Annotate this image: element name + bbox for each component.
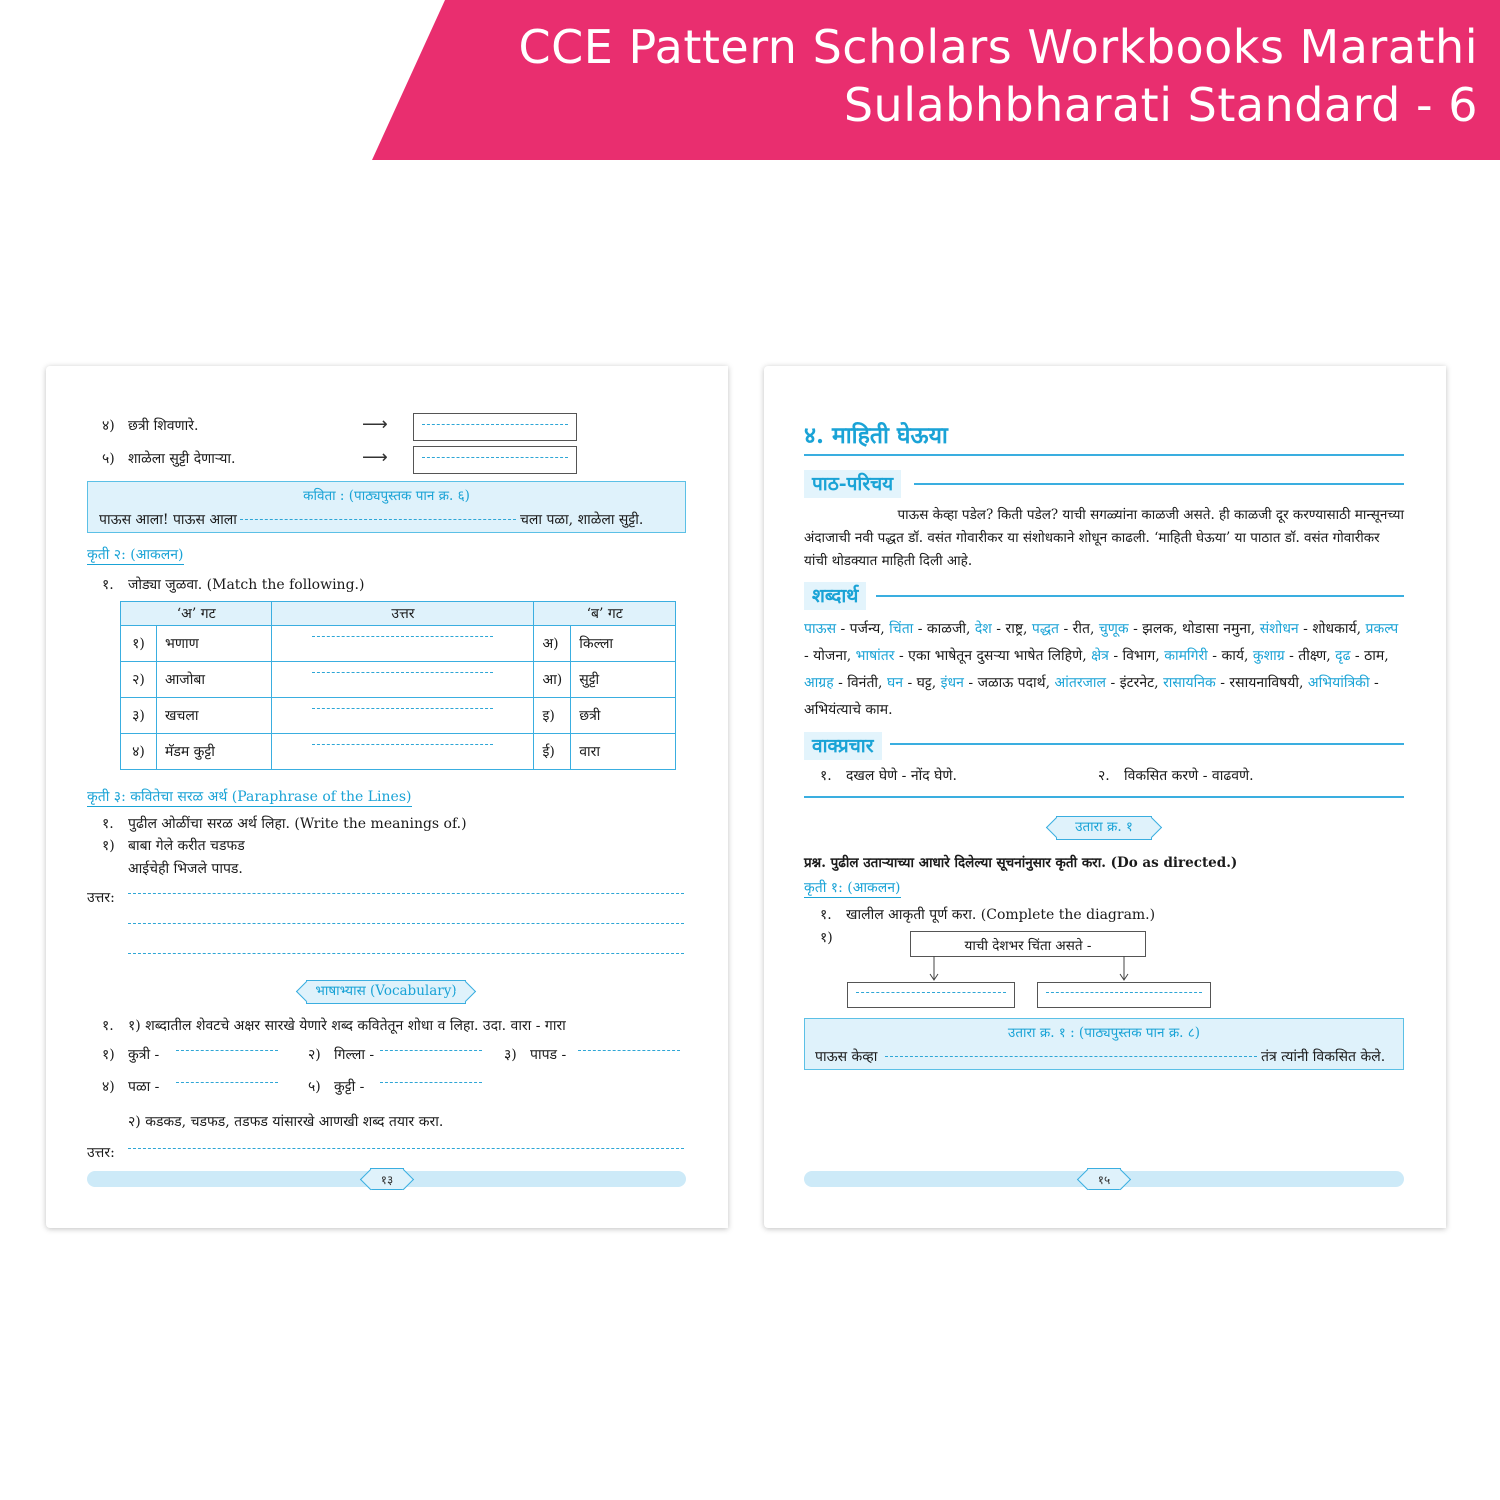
vocab-meaning: - अभियंत्याचे काम.: [804, 675, 1379, 718]
answer-cell[interactable]: [272, 626, 534, 662]
vocab-meaning: - ठाम,: [1350, 648, 1389, 664]
word-3-number: ३): [504, 1047, 517, 1063]
vocab-meaning: - झलक, थोडासा नमुना,: [1128, 621, 1260, 637]
idiom-1-number: १.: [820, 768, 832, 784]
table-row: [121, 734, 676, 770]
kruti-3-heading-english: (Paraphrase of the Lines): [231, 789, 412, 805]
title-underline: [804, 454, 1404, 456]
table-row: [121, 626, 676, 662]
item-5-text: शाळेला सुट्टी देणाऱ्या.: [128, 451, 236, 467]
vocab-meaning: - विनंती,: [833, 675, 887, 691]
vocab-word: संशोधन: [1259, 621, 1299, 637]
group-b-letter: आ): [534, 662, 571, 698]
answer-line[interactable]: [128, 923, 684, 924]
word-5: कुट्टी -: [334, 1079, 365, 1095]
vocabulary-badge: भाषाभ्यास (Vocabulary): [306, 980, 466, 1004]
vocab-meaning: - राष्ट्र,: [991, 621, 1032, 637]
poem-box-title: कविता : (पाठ्यपुस्तक पान क्र. ६): [303, 488, 470, 504]
banner-title-line2: Sulabhbharati Standard - 6: [843, 78, 1478, 132]
match-table: [120, 601, 676, 770]
answer-label: उत्तर:: [87, 890, 115, 906]
word-2-number: २): [308, 1047, 321, 1063]
vocab-word: घन: [886, 675, 904, 691]
utara-box-end: तंत्र त्यांनी विकसित केले.: [1261, 1049, 1386, 1065]
right-page: [764, 366, 1446, 1228]
banner-title-line1: CCE Pattern Scholars Workbooks Marathi: [518, 20, 1478, 74]
kruti-3-line-number: १): [102, 838, 115, 854]
arrow-icon: ⟶: [362, 414, 388, 435]
answer-label: उत्तर:: [87, 1145, 115, 1161]
word-blank[interactable]: [176, 1050, 278, 1051]
idiom-2: विकसित करणे - वाढवणे.: [1124, 768, 1254, 784]
row-number: ४): [121, 734, 157, 770]
answer-line[interactable]: [128, 953, 684, 954]
vocab-meaning: - जळाऊ पदार्थ,: [963, 675, 1055, 691]
kruti-2-q-number: १.: [102, 577, 114, 593]
group-b-word: सुट्टी: [571, 662, 676, 698]
poem-box: [87, 481, 686, 533]
answer-box-4[interactable]: [413, 413, 577, 441]
intro-line-3: यांची थोडक्यात माहिती दिली आहे.: [804, 553, 973, 569]
idiom-2-number: २.: [1098, 768, 1110, 784]
answer-cell[interactable]: [272, 734, 534, 770]
word-1-number: १): [102, 1047, 115, 1063]
row-number: १): [121, 626, 157, 662]
vocab-q-number: १.: [102, 1018, 114, 1034]
group-b-letter: अ): [534, 626, 571, 662]
intro-line-2: अंदाजाची नवी पद्धत डॉ. वसंत गोवारीकर या संशोधकाने शोधून काढली. ‘माहिती घेऊया’ या पाठात डॉ. वसंत गोवारीकर: [804, 530, 1380, 546]
vocab-meaning: - पर्जन्य,: [836, 621, 890, 637]
word-blank[interactable]: [380, 1050, 482, 1051]
vocab-meaning: - घट्ट,: [903, 675, 941, 691]
vocab-meaning: - तीक्ष्ण,: [1284, 648, 1336, 664]
poem-blank[interactable]: [240, 519, 516, 520]
prashna-text: प्रश्न. पुढील उताऱ्याच्या आधारे दिलेल्या सूचनांनुसार कृती करा. (Do as directed.): [804, 855, 1238, 871]
group-b-letter: ई): [534, 734, 571, 770]
vocab-word: पाऊस: [804, 621, 837, 637]
vocab-word: भाषांतर: [855, 648, 895, 664]
kruti-3-heading: [87, 787, 412, 807]
vocab-meaning: - इंटरनेट,: [1106, 675, 1164, 691]
vocab-word: रासायनिक: [1163, 675, 1216, 691]
answer-cell[interactable]: [272, 698, 534, 734]
kruti-1-question: खालील आकृती पूर्ण करा. (Complete the diagram.): [846, 907, 1156, 923]
word-meaning-list: [804, 616, 1404, 724]
chapter-title: ४. माहिती घेऊया: [804, 422, 948, 449]
word-blank[interactable]: [380, 1082, 482, 1083]
group-a-word: खचला: [157, 698, 272, 734]
kruti-2-question: जोड्या जुळवा. (Match the following.): [128, 577, 365, 593]
section-rule: [876, 595, 1404, 597]
table-row: [121, 662, 676, 698]
word-blank[interactable]: [578, 1050, 680, 1051]
vocab-word: क्षेत्र: [1091, 648, 1109, 664]
answer-line[interactable]: [128, 893, 684, 894]
word-5-number: ५): [308, 1079, 321, 1095]
poem-start: पाऊस आला! पाऊस आला: [99, 512, 237, 528]
word-4: पळा -: [128, 1079, 160, 1095]
group-b-word: वारा: [571, 734, 676, 770]
item-5-number: ५): [102, 451, 115, 467]
word-2: गिल्ला -: [334, 1047, 375, 1063]
vocab-meaning: - एका भाषेतून दुसऱ्या भाषेत लिहिणे,: [894, 648, 1092, 664]
section-rule: [804, 796, 1404, 798]
vocab-word: आग्रह: [804, 675, 834, 691]
group-b-letter: इ): [534, 698, 571, 734]
vocab-question-2: २) कडकड, चडफड, तडफड यांसारखे आणखी शब्द तयार करा.: [128, 1114, 444, 1130]
vocab-meaning: - शोधकार्य,: [1298, 621, 1366, 637]
utara-box-start: पाऊस केव्हा: [815, 1049, 878, 1065]
vocab-word: कुशाग्र: [1252, 648, 1285, 664]
section-rule: [914, 483, 1404, 485]
vocab-word: पद्धत: [1031, 621, 1060, 637]
intro-line-1: पाऊस केव्हा पडेल? किती पडेल? याची सगळ्यांना काळजी असते. ही काळजी दूर करण्यासाठी मान्सूनच्या: [897, 507, 1404, 523]
intro-heading: पाठ-परिचय: [804, 470, 901, 498]
kruti-3-heading-text: कृती ३: कवितेचा सरळ अर्थ: [87, 789, 228, 805]
utara-box: [804, 1018, 1404, 1070]
diagram-answer-box-1[interactable]: [847, 982, 1015, 1008]
kruti-3-question: पुढील ओळींचा सरळ अर्थ लिहा. (Write the meanings of.): [128, 816, 467, 832]
kruti-1-q-number: १.: [820, 907, 832, 923]
diagram-answer-box-2[interactable]: [1037, 982, 1211, 1008]
shabdarth-heading: शब्दार्थ: [804, 582, 866, 610]
vocab-meaning: - योजना,: [804, 648, 856, 664]
vocab-meaning: - काळजी,: [913, 621, 975, 637]
vocab-word: आंतरजाल: [1054, 675, 1107, 691]
word-3: पापड -: [530, 1047, 567, 1063]
word-blank[interactable]: [176, 1082, 278, 1083]
group-a-word: भणाण: [157, 626, 272, 662]
poem-line-1: बाबा गेले करीत चडफड: [128, 838, 245, 854]
answer-cell[interactable]: [272, 662, 534, 698]
group-a-word: मॅडम कुट्टी: [157, 734, 272, 770]
word-1: कुत्री -: [128, 1047, 160, 1063]
page-number: १५: [1087, 1168, 1121, 1190]
poem-line-2: आईचेही भिजले पापड.: [128, 861, 243, 877]
column-header-answer: उत्तर: [272, 602, 534, 626]
vocab-meaning: - कार्य,: [1207, 648, 1253, 664]
kruti-3-q-number: १.: [102, 816, 114, 832]
kruti-1-sub-number: १): [820, 930, 833, 946]
word-4-number: ४): [102, 1079, 115, 1095]
table-header-row: [121, 602, 676, 626]
column-header-a: ‘अ’ गट: [121, 602, 272, 626]
kruti-1-heading: कृती १: (आकलन): [804, 880, 901, 896]
group-a-word: आजोबा: [157, 662, 272, 698]
title-banner: [0, 0, 1500, 160]
idiom-1: दखल घेणे - नोंद घेणे.: [846, 768, 957, 784]
group-b-word: किल्ला: [571, 626, 676, 662]
answer-line[interactable]: [128, 1148, 684, 1149]
arrow-icon: ⟶: [362, 447, 388, 468]
vocab-word: अभियांत्रिकी: [1307, 675, 1370, 691]
column-header-b: ‘ब’ गट: [534, 602, 676, 626]
vocab-word: दृढ: [1335, 648, 1351, 664]
vocab-word: इंधन: [940, 675, 964, 691]
section-rule: [890, 743, 1404, 745]
row-number: २): [121, 662, 157, 698]
banner-title: [519, 18, 1478, 134]
page-number: १३: [370, 1168, 404, 1190]
diagram-top-box: [910, 931, 1146, 957]
answer-box-5[interactable]: [413, 446, 577, 474]
vocab-meaning: - रीत,: [1059, 621, 1099, 637]
left-page: [46, 366, 728, 1228]
vocab-word: चिंता: [889, 621, 914, 637]
vocab-question-1: १) शब्दातील शेवटचे अक्षर सारखे येणारे शब्द कवितेतून शोधा व लिहा. उदा. वारा - गारा: [128, 1018, 566, 1034]
utara-badge: उतारा क्र. १: [1056, 816, 1152, 840]
vocab-meaning: - रसायनाविषयी,: [1215, 675, 1308, 691]
diagram-top-text: याची देशभर चिंता असते -: [964, 938, 1092, 954]
vocab-word: देश: [974, 621, 992, 637]
utara-blank[interactable]: [885, 1056, 1257, 1057]
row-number: ३): [121, 698, 157, 734]
vakprachar-heading: वाक्प्रचार: [804, 732, 882, 760]
kruti-2-heading: कृती २: (आकलन): [87, 547, 184, 563]
table-row: [121, 698, 676, 734]
item-4-number: ४): [102, 418, 115, 434]
poem-end: चला पळा, शाळेला सुट्टी.: [520, 512, 644, 528]
utara-box-title: उतारा क्र. १ : (पाठ्यपुस्तक पान क्र. ८): [1007, 1025, 1201, 1041]
group-b-word: छत्री: [571, 698, 676, 734]
vocab-word: कामगिरी: [1164, 648, 1208, 664]
vocab-meaning: - विभाग,: [1108, 648, 1165, 664]
item-4-text: छत्री शिवणारे.: [128, 418, 199, 434]
vocab-word: चुणूक: [1098, 621, 1129, 637]
vocab-word: प्रकल्प: [1365, 621, 1399, 637]
